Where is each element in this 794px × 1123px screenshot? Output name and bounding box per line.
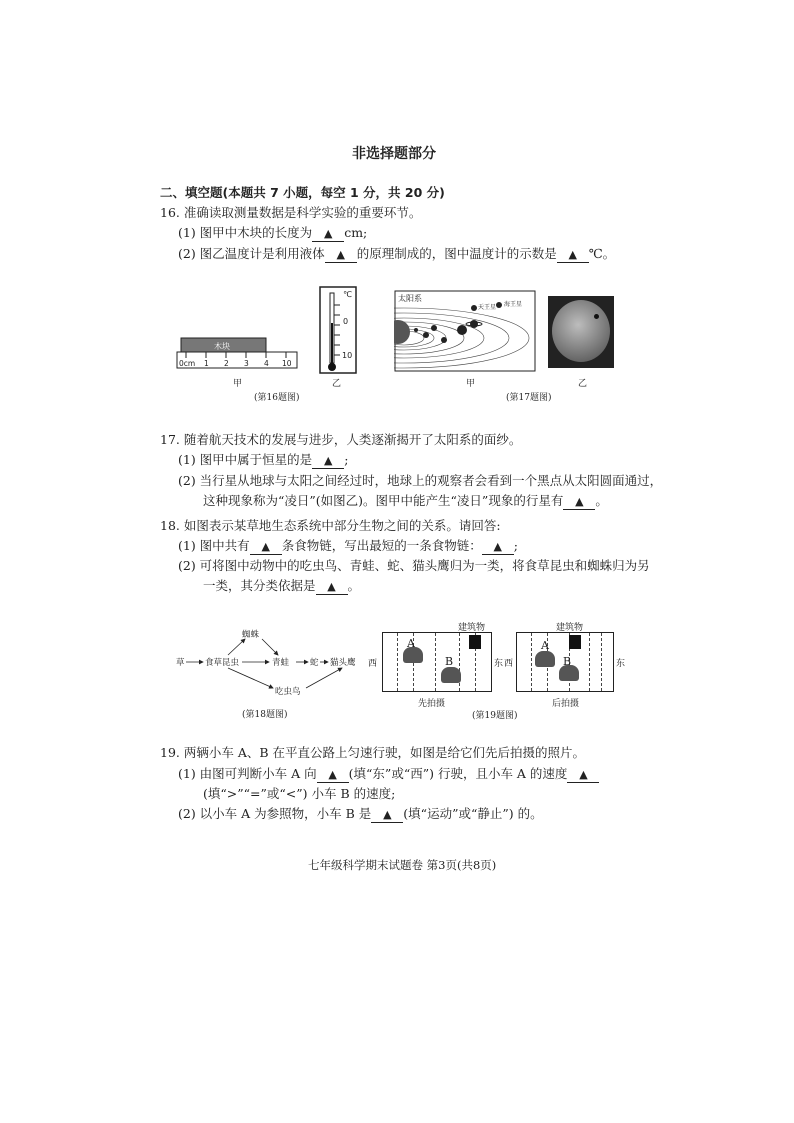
photo2-east: 东 bbox=[616, 659, 626, 669]
q17-stem: 17. 随着航天技术的发展与进步，人类逐渐揭开了太阳系的面纱。 bbox=[160, 432, 522, 447]
photo1-east: 东 bbox=[494, 659, 504, 669]
fig17-caption: (第17题图) bbox=[506, 393, 552, 403]
q19-part2: (2) 以小车 A 为参照物，小车 B 是 ▲ (填“运动”或“静止”) 的。 bbox=[178, 806, 543, 821]
building bbox=[469, 635, 481, 649]
page-footer: 七年级科学期末试题卷 第3页(共8页) bbox=[308, 858, 497, 872]
ruler-tick-label: 1 bbox=[204, 359, 209, 368]
q19-part1-line2: (填“>”“=”或“<”) 小车 B 的速度; bbox=[203, 786, 396, 801]
planet-label: 天王星 bbox=[478, 304, 497, 311]
answer-blank[interactable]: ▲ bbox=[325, 248, 357, 263]
answer-blank[interactable]: ▲ bbox=[557, 248, 589, 263]
answer-blank[interactable]: ▲ bbox=[371, 808, 403, 823]
car-b-label: B bbox=[445, 655, 454, 668]
q16-part1: (1) 图甲中木块的长度为 ▲ cm; bbox=[178, 225, 368, 240]
answer-blank[interactable]: ▲ bbox=[567, 768, 599, 783]
node-insect: 食草昆虫 bbox=[205, 658, 240, 668]
road-photo-first bbox=[382, 632, 492, 692]
car-a-label: A bbox=[541, 639, 549, 652]
planet-label: 海王星 bbox=[504, 301, 523, 308]
planet bbox=[423, 332, 429, 338]
thermometer-frame bbox=[320, 287, 356, 373]
q19-stem: 19. 两辆小车 A、B 在平直公路上匀速行驶，如图是给它们先后拍摄的照片。 bbox=[160, 745, 586, 760]
answer-blank[interactable]: ▲ bbox=[317, 768, 349, 783]
fig16-label-jia: 甲 bbox=[233, 379, 243, 389]
photo2-building-label: 建筑物 bbox=[556, 623, 584, 633]
photo2-west: 西 bbox=[504, 659, 514, 669]
car-b-label: B bbox=[563, 655, 572, 668]
node-frog: 青蛙 bbox=[272, 658, 290, 668]
answer-blank[interactable]: ▲ bbox=[316, 580, 348, 595]
fig16-label-yi: 乙 bbox=[332, 379, 342, 389]
thermometer-mark: 0 bbox=[343, 317, 349, 326]
ruler-tick-label: 4 bbox=[264, 359, 269, 368]
car-a-label: A bbox=[407, 637, 415, 650]
answer-blank[interactable]: ▲ bbox=[563, 495, 595, 510]
q17-part2-line2: 这种现象称为“凌日”(如图乙)。图甲中能产生“凌日”现象的行星有 ▲ 。 bbox=[203, 493, 608, 508]
road-photo-second bbox=[516, 632, 614, 692]
q18-part2-line2: 一类，其分类依据是 ▲ 。 bbox=[203, 578, 361, 593]
node-snake: 蛇 bbox=[310, 658, 319, 668]
planet bbox=[431, 325, 437, 331]
thermometer-mark: 10 bbox=[342, 351, 353, 360]
building bbox=[569, 635, 581, 649]
section-header: 二、填空题(本题共 7 小题，每空 1 分，共 20 分) bbox=[160, 185, 445, 200]
ruler-tick-label: 3 bbox=[244, 359, 249, 368]
wood-block-label: 木块 bbox=[214, 342, 230, 351]
q18-stem: 18. 如图表示某草地生态系统中部分生物之间的关系。请回答: bbox=[160, 518, 501, 533]
car-b bbox=[441, 667, 461, 683]
car-a bbox=[535, 651, 555, 667]
thermometer-bulb bbox=[328, 363, 336, 371]
q19-part1: (1) 由图可判断小车 A 向 ▲ (填“东”或“西”) 行驶，且小车 A 的速度 ▲ bbox=[178, 766, 599, 783]
fig18-caption: (第18题图) bbox=[242, 710, 288, 720]
node-bird: 吃虫鸟 bbox=[275, 687, 301, 697]
answer-blank[interactable]: ▲ bbox=[312, 454, 344, 469]
ruler-tick-label: 2 bbox=[224, 359, 229, 368]
fig19-caption: (第19题图) bbox=[472, 711, 518, 721]
planet bbox=[471, 305, 477, 311]
node-grass: 草 bbox=[176, 658, 185, 668]
photo1-label: 先拍摄 bbox=[418, 699, 446, 709]
thermometer-figure bbox=[318, 285, 360, 377]
fig16-caption: (第16题图) bbox=[254, 393, 300, 403]
ruler-tick-label: 0cm bbox=[179, 359, 196, 368]
planet bbox=[457, 325, 467, 335]
q17-part1: (1) 图甲中属于恒星的是 ▲ ; bbox=[178, 452, 349, 467]
solar-system-figure bbox=[394, 290, 536, 372]
ruler-tick-label: 10 bbox=[282, 359, 292, 368]
q18-part1: (1) 图中共有 ▲ 条食物链，写出最短的一条食物链： ▲ ; bbox=[178, 538, 518, 553]
photo2-label: 后拍摄 bbox=[552, 699, 580, 709]
q18-part2-line1: (2) 可将图中动物中的吃虫鸟、青蛙、蛇、猫头鹰归为一类，将食草昆虫和蜘蛛归为另 bbox=[178, 558, 650, 573]
ruler-figure bbox=[176, 330, 300, 372]
thermometer-unit: ℃ bbox=[343, 290, 352, 299]
q16-stem: 16. 准确读取测量数据是科学实验的重要环节。 bbox=[160, 205, 422, 220]
planet bbox=[414, 328, 418, 332]
answer-blank[interactable]: ▲ bbox=[250, 540, 282, 555]
planet bbox=[496, 302, 502, 308]
node-spider: 蜘蛛 bbox=[242, 630, 260, 640]
page-title: 非选择题部分 bbox=[352, 146, 436, 162]
photo1-building-label: 建筑物 bbox=[458, 623, 486, 633]
answer-blank[interactable]: ▲ bbox=[312, 227, 344, 242]
q16-part2: (2) 图乙温度计是利用液体 ▲ 的原理制成的，图中温度计的示数是 ▲ ℃。 bbox=[178, 246, 616, 261]
photo1-west: 西 bbox=[368, 659, 378, 669]
planet bbox=[441, 337, 447, 343]
answer-blank[interactable]: ▲ bbox=[482, 540, 514, 555]
fig17-label-jia: 甲 bbox=[466, 379, 476, 389]
liquid-column bbox=[331, 323, 333, 363]
transit-dot bbox=[594, 314, 599, 319]
planet bbox=[470, 320, 478, 328]
q17-part2-line1: (2) 当行星从地球与太阳之间经过时，地球上的观察者会看到一个黑点从太阳圆面通过， bbox=[178, 473, 663, 488]
node-owl: 猫头鹰 bbox=[330, 658, 356, 668]
food-web-figure bbox=[170, 622, 378, 702]
sun-disc bbox=[552, 300, 610, 362]
fig17-label-yi: 乙 bbox=[578, 379, 588, 389]
solar-system-label: 太阳系 bbox=[398, 294, 422, 303]
